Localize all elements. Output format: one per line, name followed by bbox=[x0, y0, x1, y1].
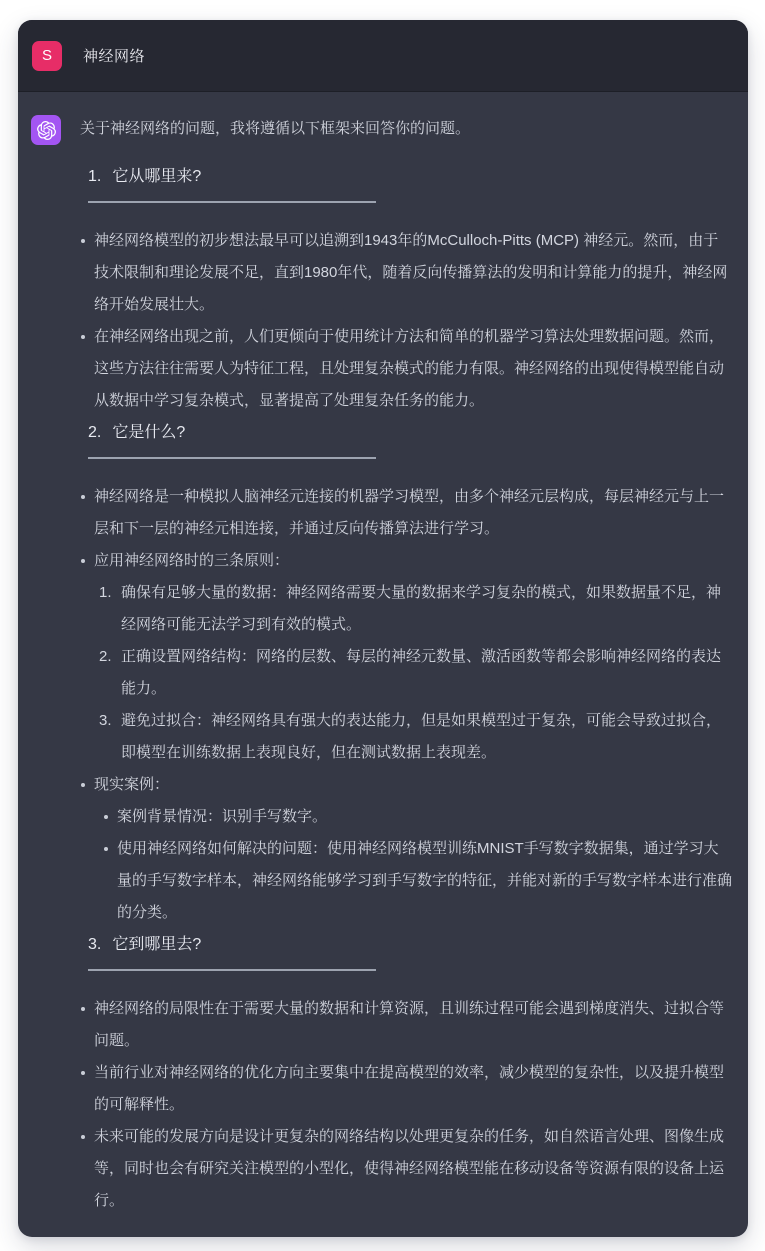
numbered-item: 3. 避免过拟合：神经网络具有强大的表达能力，但是如果模型过于复杂，可能会导致过拟合，即模型在训练数据上表现良好，但在测试数据上表现差。 bbox=[96, 705, 732, 769]
item-number: 1. bbox=[99, 584, 112, 601]
chat-title: 神经网络 bbox=[83, 48, 146, 65]
principles-list bbox=[94, 577, 732, 769]
heading-number: 3. bbox=[88, 936, 102, 953]
list-item: 未来可能的发展方向是设计更复杂的网络结构以处理更复杂的任务，如自然语言处理、图像生成等，同时也会有研究关注模型的小型化，使得神经网络模型能在移动设备等资源有限的设备上运行。 bbox=[80, 1121, 732, 1217]
bullet-icon bbox=[81, 783, 85, 787]
section-heading bbox=[88, 421, 732, 445]
bullet-icon bbox=[104, 847, 108, 851]
list-item: 神经网络模型的初步想法最早可以追溯到1943年的McCulloch-Pitts (MCP) 神经元。然而，由于技术限制和理论发展不足，直到1980年代，随着反向传播算法的发明和计算能力的提升，神经网络开始发展壮大。 bbox=[80, 225, 732, 321]
heading-underline bbox=[88, 457, 376, 459]
assistant-avatar bbox=[31, 115, 61, 145]
message-content bbox=[80, 113, 732, 1217]
nested-list-item: 使用神经网络如何解决的问题：使用神经网络模型训练MNIST手写数字数据集，通过学习大量的手写数字样本，神经网络能够学习到手写数字的特征，并能对新的手写数字样本进行准确的分类。 bbox=[94, 833, 732, 929]
list-item-case bbox=[80, 769, 732, 929]
user-avatar-letter: S bbox=[41, 47, 52, 64]
bullet-icon bbox=[104, 815, 108, 819]
case-list bbox=[94, 801, 732, 929]
list-item: 神经网络的局限性在于需要大量的数据和计算资源，且训练过程可能会遇到梯度消失、过拟合等问题。 bbox=[80, 993, 732, 1057]
heading-text: 它是什么? bbox=[112, 424, 186, 441]
chat-window bbox=[18, 20, 748, 1237]
heading-underline bbox=[88, 969, 376, 971]
bullet-list bbox=[80, 225, 732, 417]
bullet-icon bbox=[81, 1007, 85, 1011]
section-where-to bbox=[80, 933, 732, 1217]
list-item: 在神经网络出现之前，人们更倾向于使用统计方法和简单的机器学习算法处理数据问题。然而，这些方法往往需要人为特征工程，且处理复杂模式的能力有限。神经网络的出现使得模型能自动从数据中学习复杂模式，显著提高了处理复杂任务的能力。 bbox=[80, 321, 732, 417]
user-avatar bbox=[32, 41, 62, 71]
numbered-item: 1. 确保有足够大量的数据：神经网络需要大量的数据来学习复杂的模式，如果数据量不足，神经网络可能无法学习到有效的模式。 bbox=[96, 577, 732, 641]
bullet-list bbox=[80, 481, 732, 929]
heading-text: 它到哪里去? bbox=[112, 936, 202, 953]
list-item-principles bbox=[80, 545, 732, 769]
bullet-list bbox=[80, 993, 732, 1217]
section-where-from bbox=[80, 165, 732, 417]
chat-body[interactable] bbox=[18, 92, 748, 1237]
bullet-icon bbox=[81, 239, 85, 243]
bullet-icon bbox=[81, 1071, 85, 1075]
item-number: 2. bbox=[99, 648, 112, 665]
heading-underline bbox=[88, 201, 376, 203]
list-item: 神经网络是一种模拟人脑神经元连接的机器学习模型，由多个神经元层构成，每层神经元与上一层和下一层的神经元相连接，并通过反向传播算法进行学习。 bbox=[80, 481, 732, 545]
principles-block bbox=[94, 545, 732, 769]
chat-header bbox=[18, 20, 748, 92]
case-label: 现实案例： bbox=[94, 776, 170, 793]
heading-number: 2. bbox=[88, 424, 102, 441]
section-heading bbox=[88, 165, 732, 189]
heading-text: 它从哪里来? bbox=[112, 168, 202, 185]
principles-label: 应用神经网络时的三条原则： bbox=[94, 552, 290, 569]
bullet-icon bbox=[81, 559, 85, 563]
bullet-icon bbox=[81, 495, 85, 499]
heading-number: 1. bbox=[88, 168, 102, 185]
bullet-icon bbox=[81, 335, 85, 339]
intro-paragraph: 关于神经网络的问题，我将遵循以下框架来回答你的问题。 bbox=[80, 120, 471, 137]
bullet-icon bbox=[81, 1135, 85, 1139]
assistant-message bbox=[31, 113, 732, 1217]
numbered-item: 2. 正确设置网络结构：网络的层数、每层的神经元数量、激活函数等都会影响神经网络的表达能力。 bbox=[96, 641, 732, 705]
case-block bbox=[94, 769, 732, 929]
list-item: 当前行业对神经网络的优化方向主要集中在提高模型的效率，减少模型的复杂性，以及提升模型的可解释性。 bbox=[80, 1057, 732, 1121]
item-number: 3. bbox=[99, 712, 112, 729]
section-heading bbox=[88, 933, 732, 957]
nested-list-item: 案例背景情况：识别手写数字。 bbox=[94, 801, 732, 833]
openai-logo-icon bbox=[37, 121, 56, 140]
section-what-is bbox=[80, 421, 732, 929]
